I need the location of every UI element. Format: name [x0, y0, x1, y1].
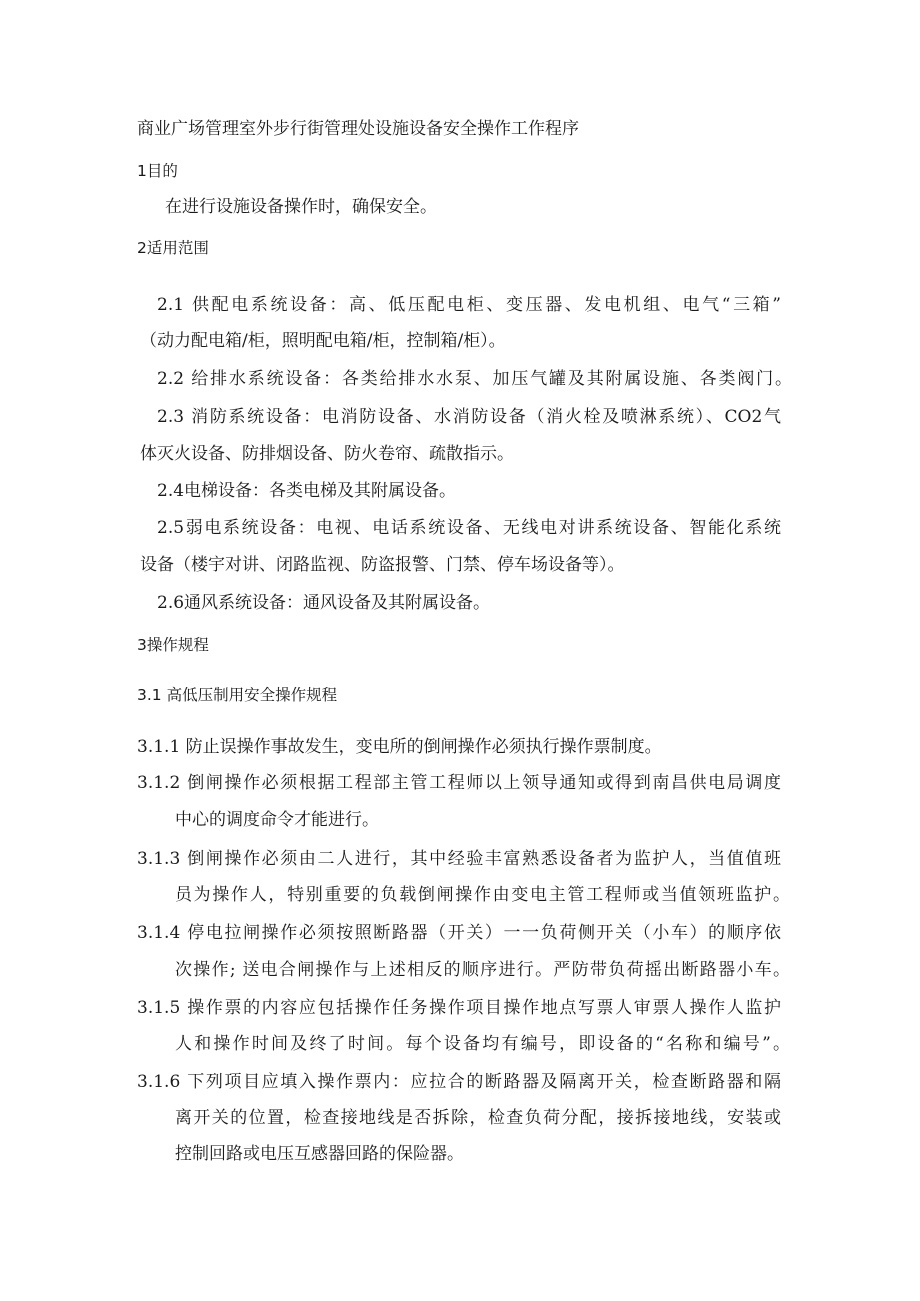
- scope-item-2-2: 2.2 给排水系统设备：各类给排水水泵、加压气罐及其附属设施、各类阀门。: [157, 369, 792, 389]
- document-title: 商业广场管理室外步行街管理处设施设备安全操作工作程序: [137, 119, 579, 139]
- rule-3-1-6-cont: 离开关的位置，检查接地线是否拆除，检查负荷分配，接拆接地线，安装或: [175, 1108, 781, 1128]
- scope-item-2-1: 2.1 供配电系统设备：高、低压配电柜、变压器、发电机组、电气“三箱”: [157, 295, 781, 315]
- scope-item-2-6: 2.6通风系统设备：通风设备及其附属设备。: [157, 593, 491, 613]
- section-3-1-heading: 3.1 高低压制用安全操作规程: [137, 686, 338, 704]
- rule-3-1-6: 3.1.6 下列项目应填入操作票内：应拉合的断路器及隔离开关，检查断路器和隔: [137, 1072, 781, 1092]
- rule-3-1-2-cont: 中心的调度命令才能进行。: [175, 810, 379, 830]
- rule-3-1-5-cont: 人和操作时间及终了时间。每个设备均有编号，即设备的“名称和编号”。: [175, 1034, 790, 1054]
- section-3-heading: 3操作规程: [137, 636, 209, 654]
- scope-item-2-4: 2.4电梯设备：各类电梯及其附属设备。: [157, 481, 457, 501]
- rule-3-1-4-cont: 次操作; 送电合闸操作与上述相反的顺序进行。严防带负荷摇出断路器小车。: [175, 960, 790, 980]
- rule-3-1-1: 3.1.1 防止误操作事故发生，变电所的倒闸操作必须执行操作票制度。: [137, 737, 662, 757]
- rule-3-1-5: 3.1.5 操作票的内容应包括操作任务操作项目操作地点写票人审票人操作人监护: [137, 998, 781, 1018]
- rule-3-1-3-cont: 员为操作人，特别重要的负载倒闸操作由变电主管工程师或当值领班监护。: [175, 885, 790, 905]
- rule-3-1-3: 3.1.3 倒闸操作必须由二人进行，其中经验丰富熟悉设备者为监护人，当值值班: [137, 849, 781, 869]
- scope-item-2-1-cont: （动力配电箱/柜，照明配电箱/柜，控制箱/柜）。: [140, 331, 506, 351]
- scope-item-2-3: 2.3 消防系统设备：电消防设备、水消防设备（消火栓及喷淋系统）、CO2气: [157, 407, 781, 427]
- rule-3-1-2: 3.1.2 倒闸操作必须根据工程部主管工程师以上领导通知或得到南昌供电局调度: [137, 773, 781, 793]
- section-1-body: 在进行设施设备操作时，确保安全。: [165, 197, 437, 217]
- scope-item-2-3-cont: 体灭火设备、防排烟设备、防火卷帘、疏散指示。: [140, 444, 514, 464]
- scope-item-2-5: 2.5弱电系统设备：电视、电话系统设备、无线电对讲系统设备、智能化系统: [157, 518, 781, 538]
- section-1-heading: 1目的: [137, 162, 178, 180]
- rule-3-1-4: 3.1.4 停电拉闸操作必须按照断路器（开关）一一负荷侧开关（小车）的顺序依: [137, 923, 781, 943]
- section-2-heading: 2适用范围: [137, 239, 209, 257]
- rule-3-1-6-cont-2: 控制回路或电压互感器回路的保险器。: [175, 1144, 464, 1164]
- scope-item-2-5-cont: 设备（楼宇对讲、闭路监视、防盗报警、门禁、停车场设备等）。: [140, 555, 625, 575]
